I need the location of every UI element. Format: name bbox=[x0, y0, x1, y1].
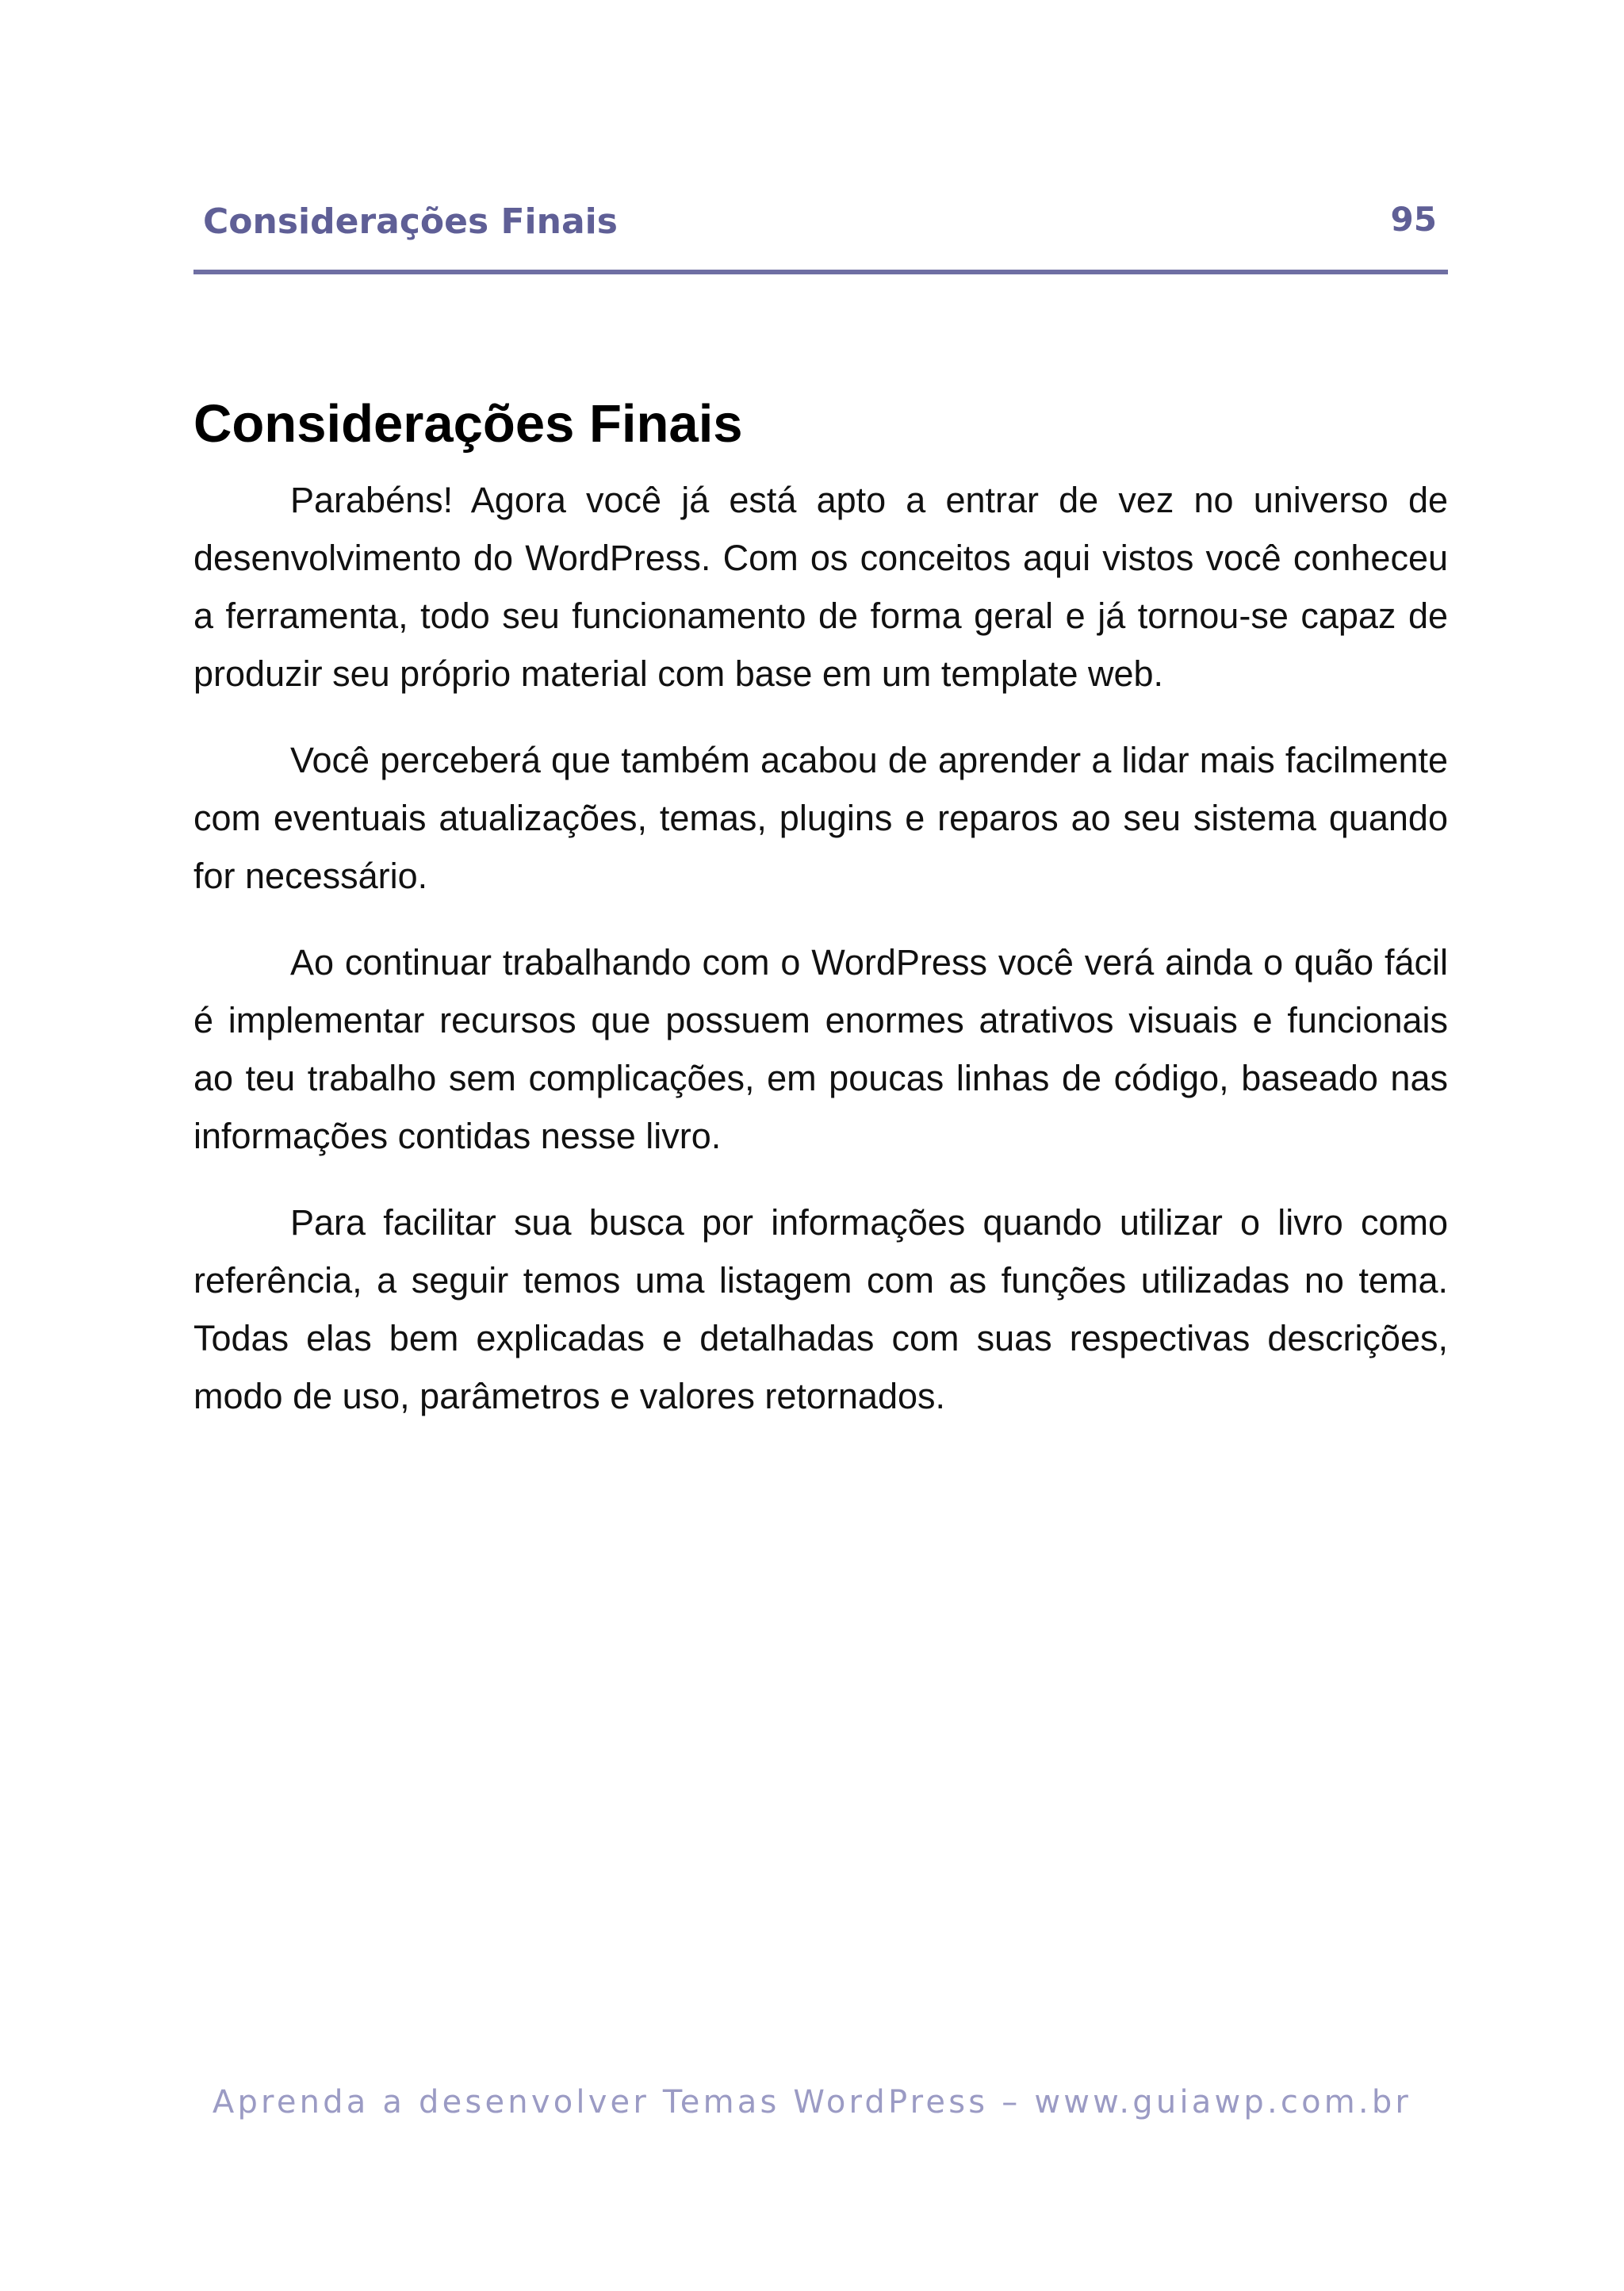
body-paragraph: Ao continuar trabalhando com o WordPress você verá ainda o quão fácil é implementar recursos que possuem enormes atrativos visuais e funcionais ao teu trabalho sem complicações, em poucas linhas de código, baseado nas informações contidas nesse livro. bbox=[193, 942, 1448, 1156]
body-paragraph: Para facilitar sua busca por informações quando utilizar o livro como referência, a seguir temos uma listagem com as funções utilizadas no tema. Todas elas bem explicadas e detalhadas com suas respectivas descrições, modo de uso, parâmetros e valores retornados. bbox=[193, 1202, 1448, 1416]
running-header bbox=[193, 197, 1446, 247]
header-divider bbox=[193, 270, 1448, 274]
page-content bbox=[193, 389, 1448, 1454]
body-paragraph: Você perceberá que também acabou de aprender a lidar mais facilmente com eventuais atualizações, temas, plugins e reparos ao seu sistema quando for necessário. bbox=[193, 740, 1448, 896]
body-paragraph: Parabéns! Agora você já está apto a entrar de vez no universo de desenvolvimento do WordPress. Com os conceitos aqui vistos você conheceu a ferramenta, todo seu funcionamento de forma geral e já tornou-se capaz de produzir seu próprio material com base em um template web. bbox=[193, 480, 1448, 694]
page-footer: Aprenda a desenvolver Temas WordPress – www.guiawp.com.br bbox=[212, 2084, 1412, 2121]
chapter-title: Considerações Finais bbox=[193, 394, 743, 454]
page-number: 95 bbox=[1390, 200, 1437, 239]
running-header-title: Considerações Finais bbox=[203, 201, 618, 242]
